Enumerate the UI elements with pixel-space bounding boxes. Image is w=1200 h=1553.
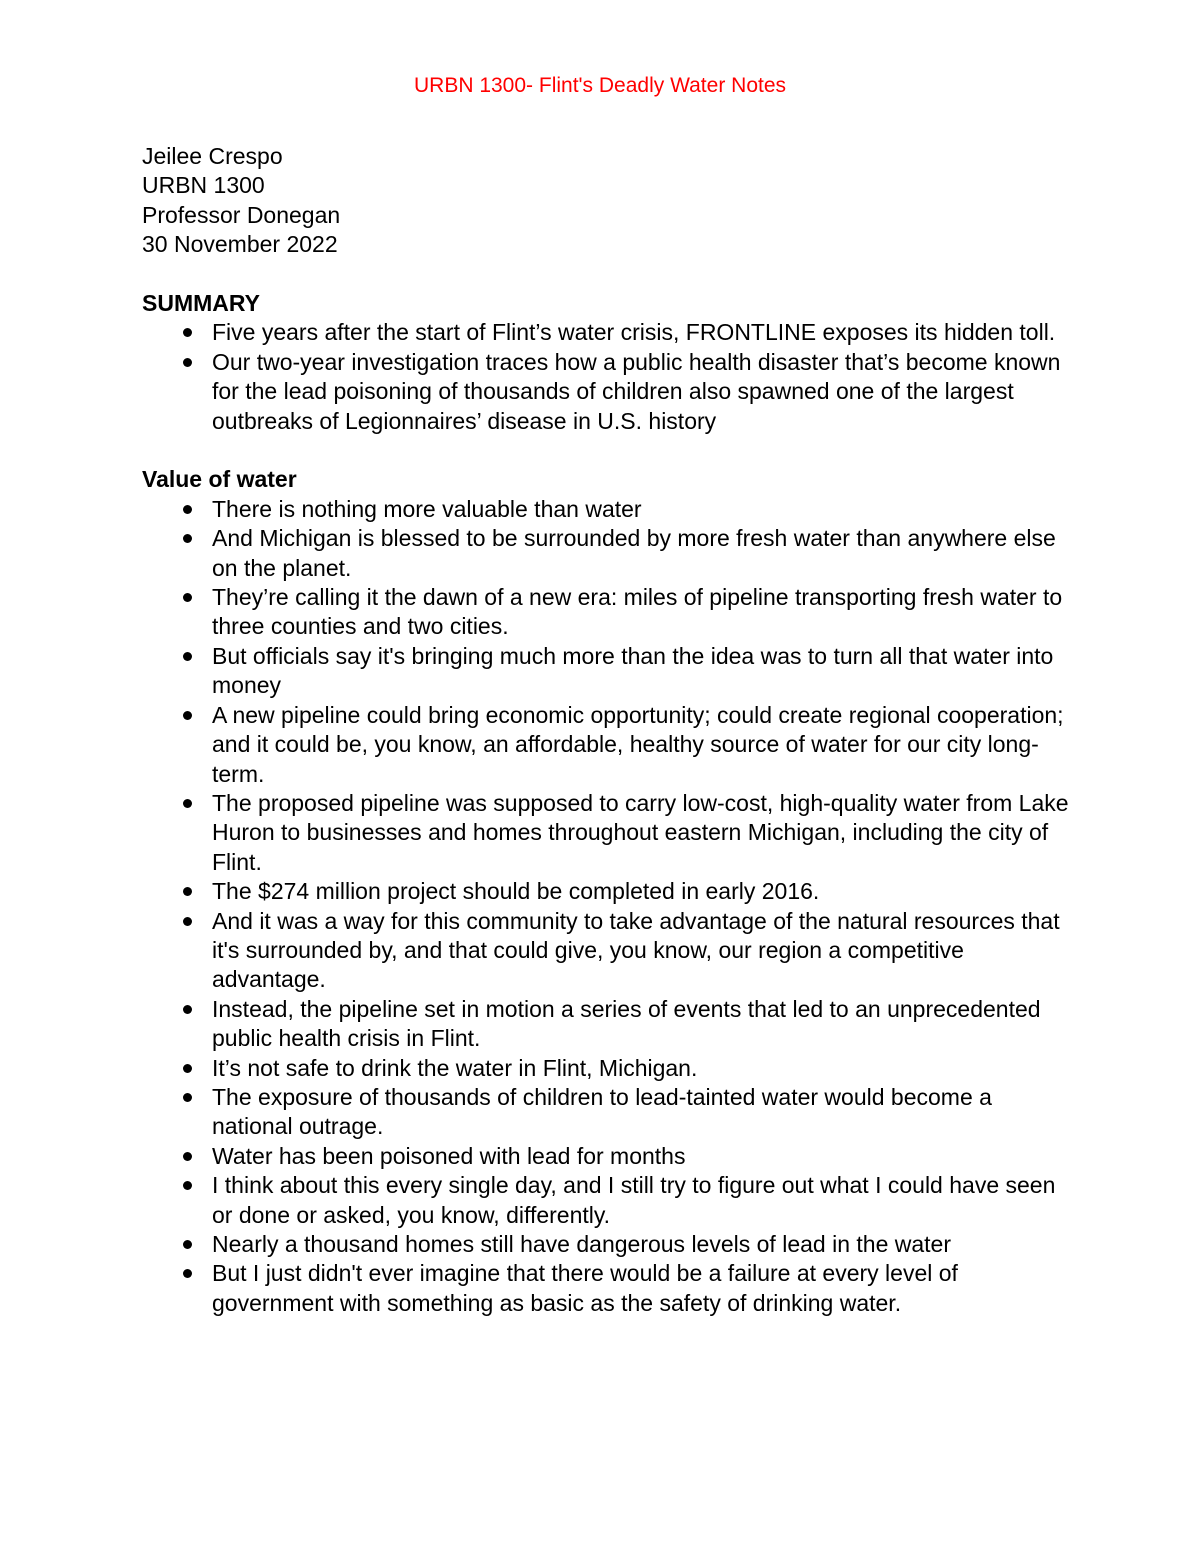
section-value-of-water (142, 465, 1072, 1318)
list-item: But I just didn't ever imagine that there would be a failure at every level of government with something as basic as the safety of drinking water. (212, 1259, 1072, 1318)
section-heading: SUMMARY (142, 290, 260, 317)
bullet-icon (183, 328, 192, 337)
list-item: But officials say it's bringing much more than the idea was to turn all that water into money (212, 642, 1072, 701)
list-item: Instead, the pipeline set in motion a series of events that led to an unprecedented public health crisis in Flint. (212, 995, 1072, 1054)
document-title: URBN 1300- Flint's Deadly Water Notes (413, 74, 787, 97)
bullet-icon (183, 1064, 192, 1073)
list-item: Our two-year investigation traces how a public health disaster that’s become known for the lead poisoning of thousands of children also spawned one of the largest outbreaks of Legionnaires’ disease in U.S. history (212, 348, 1072, 436)
bullet-icon (183, 1005, 192, 1014)
bullet-icon (183, 505, 192, 514)
list-item: They’re calling it the dawn of a new era: miles of pipeline transporting fresh water to three counties and two cities. (212, 583, 1072, 642)
list-item: Water has been poisoned with lead for months (212, 1142, 1072, 1171)
list-item: Nearly a thousand homes still have dangerous levels of lead in the water (212, 1230, 1072, 1259)
list-item: There is nothing more valuable than water (212, 495, 1072, 524)
bullet-icon (183, 534, 192, 543)
bullet-icon (183, 358, 192, 367)
list-item: Five years after the start of Flint’s water crisis, FRONTLINE exposes its hidden toll. (212, 318, 1072, 347)
bullet-icon (183, 711, 192, 720)
spacer (142, 436, 1072, 465)
list-item: The $274 million project should be completed in early 2016. (212, 877, 1072, 906)
bullet-icon (183, 1152, 192, 1161)
submission-date: 30 November 2022 (142, 231, 338, 258)
professor-name: Professor Donegan (142, 201, 341, 228)
bullet-icon (183, 1240, 192, 1249)
section-summary (142, 289, 1072, 436)
bullet-icon (183, 593, 192, 602)
bullet-icon (183, 652, 192, 661)
bullet-icon (183, 917, 192, 926)
document-body (142, 142, 1072, 1318)
section-heading: Value of water (142, 466, 297, 493)
list-item: The proposed pipeline was supposed to carry low-cost, high-quality water from Lake Huron to businesses and homes throughout eastern Michigan, including the city of Flint. (212, 789, 1072, 877)
bullet-icon (183, 1181, 192, 1190)
student-header (142, 142, 1072, 260)
bullet-list (142, 495, 1072, 1318)
list-item: It’s not safe to drink the water in Flint, Michigan. (212, 1054, 1072, 1083)
bullet-list (142, 318, 1072, 436)
spacer (142, 260, 1072, 289)
bullet-icon (183, 1093, 192, 1102)
bullet-icon (183, 887, 192, 896)
bullet-icon (183, 799, 192, 808)
course-code: URBN 1300 (142, 172, 265, 199)
list-item: A new pipeline could bring economic opportunity; could create regional cooperation; and it could be, you know, an affordable, healthy source of water for our city long-term. (212, 701, 1072, 789)
list-item: And Michigan is blessed to be surrounded by more fresh water than anywhere else on the planet. (212, 524, 1072, 583)
bullet-icon (183, 1269, 192, 1278)
list-item: The exposure of thousands of children to lead-tainted water would become a national outrage. (212, 1083, 1072, 1142)
student-name: Jeilee Crespo (142, 143, 283, 169)
list-item: And it was a way for this community to take advantage of the natural resources that it's surrounded by, and that could give, you know, our region a competitive advantage. (212, 907, 1072, 995)
list-item: I think about this every single day, and I still try to figure out what I could have seen or done or asked, you know, differently. (212, 1171, 1072, 1230)
